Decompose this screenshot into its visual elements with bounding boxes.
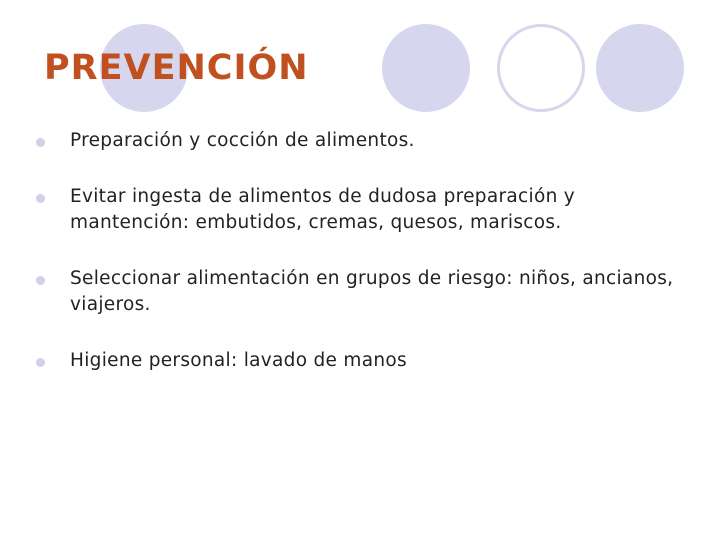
list-item: [36, 266, 686, 318]
list-item: [36, 348, 686, 374]
bullet-icon: [36, 276, 45, 285]
bullet-icon: [36, 358, 45, 367]
bullet-icon: [36, 138, 45, 147]
slide-title: PREVENCIÓN: [44, 48, 309, 88]
list-item-text: Higiene personal: lavado de manos: [70, 350, 407, 371]
list-item: [36, 128, 686, 154]
bullet-icon: [36, 194, 45, 203]
list-item: [36, 184, 686, 236]
bullet-list: [36, 128, 686, 374]
decorative-circle: [596, 24, 684, 112]
decorative-circle: [382, 24, 470, 112]
list-item-text: Seleccionar alimentación en grupos de riesgo: niños, ancianos, viajeros.: [70, 268, 674, 315]
list-item-text: Evitar ingesta de alimentos de dudosa preparación y mantención: embutidos, cremas, quesos, mariscos.: [70, 186, 576, 233]
list-item-text: Preparación y cocción de alimentos.: [70, 130, 415, 151]
decorative-ring-circle: [497, 24, 585, 112]
